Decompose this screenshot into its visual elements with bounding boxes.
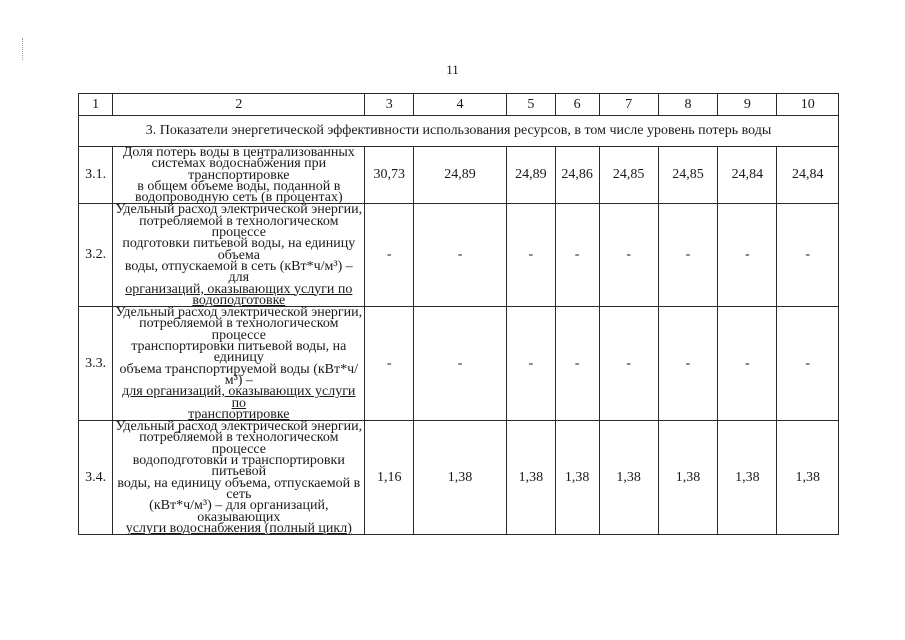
value-cell: 1,38 [555,421,599,535]
row-index: 3.2. [79,204,113,307]
column-number: 1 [79,94,113,116]
value-cell: - [506,204,555,307]
description-line: услуги водоснабжения (полный цикл) [125,520,352,536]
description-line: Удельный расход электрической энергии, [115,202,363,218]
value-cell: - [555,204,599,307]
description-line: потребляемой в технологическом процессе [139,316,339,343]
value-cell: 1,38 [718,421,777,535]
description-line: Удельный расход электрической энергии, [115,305,363,321]
description-line: водопроводную сеть (в процентах) [134,190,343,206]
value-cell: 24,89 [506,147,555,204]
value-cell: - [777,204,839,307]
table-row [79,421,839,535]
value-cell: 24,89 [414,147,507,204]
row-index: 3.1. [79,147,113,204]
indicators-table [78,93,839,535]
section-title: 3. Показатели энергетической эффективности использования ресурсов, в том числе уровень потерь воды [79,116,839,147]
description-line: организаций, оказывающих услуги по [125,281,353,297]
row-description [113,307,365,421]
description-line: объема транспортируемой воды (кВт*ч/м³) – [119,361,359,388]
column-number: 10 [777,94,839,116]
column-number: 8 [658,94,717,116]
value-cell: 1,38 [658,421,717,535]
margin-mark [22,38,24,60]
value-cell: 1,38 [506,421,555,535]
value-cell: 1,16 [365,421,414,535]
value-cell: - [777,307,839,421]
description-line: транспортировки питьевой воды, на единицу [131,339,347,366]
value-cell: - [506,307,555,421]
value-cell: - [658,307,717,421]
column-number: 3 [365,94,414,116]
value-cell: 24,85 [658,147,717,204]
description-line: Доля потерь воды в централизованных [122,145,355,160]
section-heading-row [79,116,839,147]
column-number: 4 [414,94,507,116]
value-cell: 24,84 [718,147,777,204]
row-index: 3.4. [79,421,113,535]
row-index: 3.3. [79,307,113,421]
description-line: воды, отпускаемой в сеть (кВт*ч/м³) – для [124,258,353,286]
value-cell: - [718,204,777,307]
description-line: системах водоснабжения при транспортировке [151,156,327,183]
description-line: потребляемой в технологическом процессе [139,213,339,241]
table-row [79,204,839,307]
description-line: воды, на единицу объема, отпускаемой в сеть [117,475,361,502]
value-cell: 1,38 [599,421,658,535]
value-cell: 24,85 [599,147,658,204]
value-cell: - [414,307,507,421]
description-line: водоподготовки и транспортировки питьевой [132,453,345,480]
table-row [79,307,839,421]
value-cell: - [365,204,414,307]
row-description [113,147,365,204]
value-cell: - [365,307,414,421]
description-line: потребляемой в технологическом процессе [139,430,339,457]
description-line: подготовки питьевой воды, на единицу объема [122,236,356,263]
value-cell: - [599,204,658,307]
description-line: транспортировке [188,406,290,422]
description-line: для организаций, оказывающих услуги по [122,384,356,411]
page-number: 11 [446,62,459,77]
value-cell: 30,73 [365,147,414,204]
column-number: 6 [555,94,599,116]
value-cell: 24,84 [777,147,839,204]
column-number: 9 [718,94,777,116]
column-number: 5 [506,94,555,116]
value-cell: 24,86 [555,147,599,204]
row-description [113,421,365,535]
column-number: 7 [599,94,658,116]
value-cell: 1,38 [414,421,507,535]
description-line: водоподготовке [192,292,286,308]
value-cell: - [599,307,658,421]
value-cell: - [718,307,777,421]
value-cell: - [414,204,507,307]
value-cell: - [555,307,599,421]
value-cell: - [658,204,717,307]
column-number-row [79,94,839,116]
table-row [79,147,839,204]
description-line: в общем объеме воды, поданной в [137,178,341,194]
column-number: 2 [113,94,365,116]
row-description [113,204,365,307]
description-line: (кВт*ч/м³) – для организаций, оказывающих [149,498,329,525]
description-line: Удельный расход электрической энергии, [115,419,363,435]
value-cell: 1,38 [777,421,839,535]
